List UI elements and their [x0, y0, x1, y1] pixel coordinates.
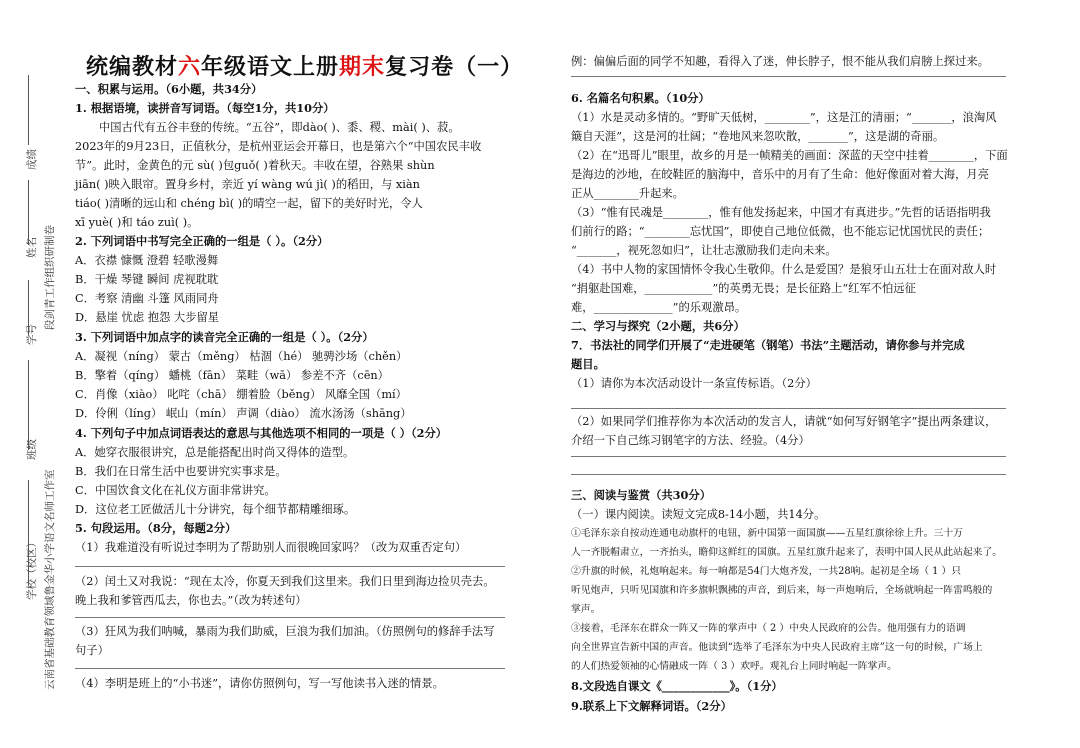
- q4-option-d: D．这位老工匠做活儿十分讲究，每个细节都精雕细琢。: [75, 503, 356, 516]
- q4-option-b: B．我们在日常生活中也要讲究实事求是。: [75, 465, 287, 478]
- q1-line-4: jiān( )映入眼帘。置身乡村，亲近 yí wàng wú jì( )的稻田，与 xiàn: [75, 178, 420, 191]
- q3-option-c: C．肖像（xiào） 叱咤（chā） 绷着脸（běng） 风靡全国（mí）: [75, 388, 407, 401]
- section-1-heading: 一、积累与运用。（6小题，共34分）: [75, 82, 263, 96]
- passage-p1-line-1: ①毛泽东亲自按动连通电动旗杆的电钮，新中国第一面国旗——五星红旗徐徐上升。三十万: [571, 528, 963, 539]
- q7-2-answer-line-1[interactable]: [571, 456, 1006, 457]
- q2-heading: 2. 下列词语中书写完全正确的一组是（ ）。（2分）: [75, 234, 329, 248]
- q5-3-answer-line[interactable]: [75, 668, 505, 669]
- title-term: 期末: [339, 54, 386, 80]
- q1-heading: 1. 根据语境，读拼音写词语。（每空1分，共10分）: [75, 101, 335, 115]
- q5-2-line-2: 晚上我和爹管西瓜去，你也去。”（改为转述句）: [75, 594, 307, 607]
- q4-option-c: C．中国饮食文化在礼仪方面非常讲究。: [75, 484, 276, 497]
- q6-1-line-2: 簸自天涯”，这是河的壮阔；“卷地风来忽吹散，_______”，这是湖的奇丽。: [571, 130, 945, 143]
- q7-2-line-1: （2）如果同学们推荐你为本次活动的发言人，请就“如何写好钢笔字”提出两条建议，: [571, 415, 997, 428]
- number-label: 学号: [26, 324, 38, 345]
- q6-2-line-3: 正从________升起来。: [571, 187, 684, 200]
- q2-option-a: A．衣襟 慷慨 澄碧 轻歌漫舞: [75, 254, 219, 267]
- q5-heading: 5. 句段运用。（8分，每题2分）: [75, 521, 237, 535]
- score-label: 成绩: [26, 149, 38, 170]
- q6-4-line-3: 难，______________”的乐观激昂。: [571, 301, 747, 314]
- q3-option-b: B．擎着（qíng） 蟠桃（fān） 菜畦（wā） 参差不齐（cēn）: [75, 369, 389, 382]
- q6-heading: 6. 名篇名句积累。（10分）: [571, 91, 710, 105]
- example-answer-line[interactable]: [571, 76, 1006, 77]
- q1-line-5: tiáo( )清晰的远山和 chéng bì( )的晴空一起，留下的美好时光，令人: [75, 197, 423, 210]
- example-sentence: 例：偏偏后面的同学不知趣，看得入了迷，伸长脖子，恨不能从我们肩膀上探过来。: [571, 55, 989, 68]
- q7-2-answer-line-2[interactable]: [571, 474, 1006, 475]
- school-line: [28, 480, 29, 585]
- passage-p3-line-1: ③接着，毛泽东在群众一阵又一阵的掌声中（ 2 ）中央人民政府的公告。他用强有力的语调: [571, 623, 966, 634]
- q5-3-line-2: 句子）: [75, 644, 109, 657]
- org-label: 云南省基础教育领域鲁金华小学语文名师工作室: [44, 469, 56, 690]
- q6-4-line-1: （4）书中人物的家国情怀令我心生敬仰。什么是爱国？是狼牙山五壮士在面对敌人时: [571, 263, 997, 276]
- q2-option-d: D．悬崖 忧虑 抱怨 大步留星: [75, 311, 220, 324]
- passage-p2-line-3: 掌声。: [571, 604, 601, 615]
- q5-2-answer-line[interactable]: [75, 617, 505, 618]
- q5-4: （4）李明是班上的“小书迷”，请你仿照例句，写一写他读书入迷的情景。: [75, 677, 444, 690]
- title-grade: 六: [178, 54, 202, 80]
- q7-line-1: 7．书法社的同学们开展了“走进硬笔（钢笔）书法”主题活动，请你参与并完成: [571, 338, 965, 352]
- passage-p2-line-1: ②升旗的时候，礼炮响起来。每一响都是54门大炮齐发，一共28响。起初是全场（ 1 ）只: [571, 566, 962, 577]
- class-label: 班级: [26, 439, 38, 460]
- q2-option-b: B．干燥 琴键 瞬间 虎视耽耽: [75, 273, 219, 286]
- passage-p1-line-2: 人一齐脱帽肃立，一齐抬头，瞻仰这鲜红的国旗。五星红旗升起来了，表明中国人民从此站起来了。: [571, 547, 1003, 558]
- title-text-1: 统编教材: [86, 54, 179, 80]
- q6-2-line-2: 是海边的沙地，在皎鞋匠的脑海中，音乐中的月有了生命：他好像面对着大海，月亮: [571, 168, 989, 181]
- title-text-2: 年级语文上册: [201, 54, 340, 80]
- q3-option-a: A．凝视（níng） 蒙古（měng） 枯涸（hé） 驰骋沙场（chěn）: [75, 350, 408, 363]
- class-line: [28, 360, 29, 450]
- q4-heading: 4. 下列句子中加点词语表达的意思与其他选项不相同的一项是（ ）（2分）: [75, 426, 448, 440]
- q7-1-answer-line[interactable]: [571, 408, 1006, 409]
- q1-line-6: xī yuè( )和 táo zuì( )。: [75, 216, 199, 229]
- q2-option-c: C．考察 清幽 斗篷 风雨同舟: [75, 292, 219, 305]
- q1-line-1: 中国古代有五谷丰登的传统。“五谷”，即dào( )、黍、稷、mài( )、菽。: [99, 121, 460, 134]
- q7-line-2: 题目。: [571, 357, 605, 371]
- section-3-1-heading: （一）课内阅读。读短文完成8-14小题，共14分。: [571, 508, 826, 521]
- section-2-heading: 二、学习与探究（2小题，共6分）: [571, 319, 745, 333]
- binding-margin: [0, 0, 62, 748]
- score-line: [28, 75, 29, 145]
- passage-p3-line-2: 向全世界宣告新中国的声音。他读到“选举了毛泽东为中央人民政府主席”这一句的时候，广场上: [571, 642, 983, 653]
- q6-1-line-1: （1）水是灵动多情的。“野旷天低树，________”，这是江的清丽；“_______，浪淘风: [571, 111, 997, 124]
- q6-4-line-2: “捐躯赴国难，____________”的英勇无畏；是长征路上“红军不怕远征: [571, 282, 916, 295]
- q3-heading: 3. 下列词语中加点字的读音完全正确的一组是（ ）。（2分）: [75, 330, 374, 344]
- q9: 9.联系上下文解释词语。（2分）: [571, 699, 732, 713]
- q5-2-line-1: （2）闰土又对我说：“现在太冷，你夏天到我们这里来。我们日里到海边捡贝壳去。: [75, 575, 495, 588]
- name-line: [28, 180, 29, 245]
- q4-option-a: A．她穿衣服很讲究，总是能搭配出时尚又得体的造型。: [75, 446, 355, 459]
- q6-3-line-1: （3）“惟有民魂是________，惟有他发扬起来，中国才有真进步。”先哲的话语指明我: [571, 206, 991, 219]
- q1-line-3: 节”。此时，金黄色的元 sù( )包guǒ( )着秋天。丰收在望，谷熟果 shùn: [75, 159, 435, 172]
- title-text-3: 复习卷（一）: [385, 54, 524, 80]
- q6-2-line-1: （2）在“迅哥儿”眼里，故乡的月是一帧精美的画面：深蓝的天空中挂着________，下面: [571, 149, 1008, 162]
- q7-2-line-2: 介绍一下自己练习钢笔字的方法、经验。（4分）: [571, 434, 810, 447]
- q7-1: （1）请你为本次活动设计一条宣传标语。（2分）: [571, 377, 817, 390]
- q6-3-line-3: “_______，视死忽如归”，让壮志激励我们走向未来。: [571, 244, 837, 257]
- q5-1-answer-line[interactable]: [75, 566, 505, 567]
- q5-3-line-1: （3）狂风为我们呐喊，暴雨为我们助威，巨浪为我们加油。（仿照例句的修辞手法写: [75, 625, 495, 638]
- q1-line-2: 2023年的9月23日，正值秋分，是杭州亚运会开幕日，也是第六个“中国农民丰收: [75, 140, 482, 153]
- q3-option-d: D．伶俐（líng） 岷山（mín） 声调（diào） 流水汤汤（shāng）: [75, 407, 412, 420]
- passage-p2-line-2: 听见炮声，只听见国旗和许多旗帜飘拂的声音，到后来，每一声炮响后，全场就响起一阵雷鸣般的: [571, 585, 993, 596]
- number-line: [28, 280, 29, 335]
- q5-1: （1）我难道没有听说过李明为了帮助别人而很晚回家吗？（改为双重否定句）: [75, 541, 467, 554]
- q8: 8.文段选自课文《____________》。（1分）: [571, 679, 783, 693]
- exam-title: [86, 50, 523, 81]
- section-3-heading: 三、阅读与鉴赏（共30分）: [571, 488, 711, 502]
- school-label: 学校（校区）: [26, 537, 38, 600]
- passage-p3-line-3: 的人们热爱领袖的心情融成一阵（ 3 ）欢呼。观礼台上同时响起一阵掌声。: [571, 661, 897, 672]
- org2-label: 段剑青工作组织研制卷: [44, 225, 56, 330]
- q6-3-line-2: 们前行的路；“________忘忧国”，即使自己地位低微，也不能忘记忧国忧民的责任；: [571, 225, 990, 238]
- name-label: 姓名: [26, 237, 38, 258]
